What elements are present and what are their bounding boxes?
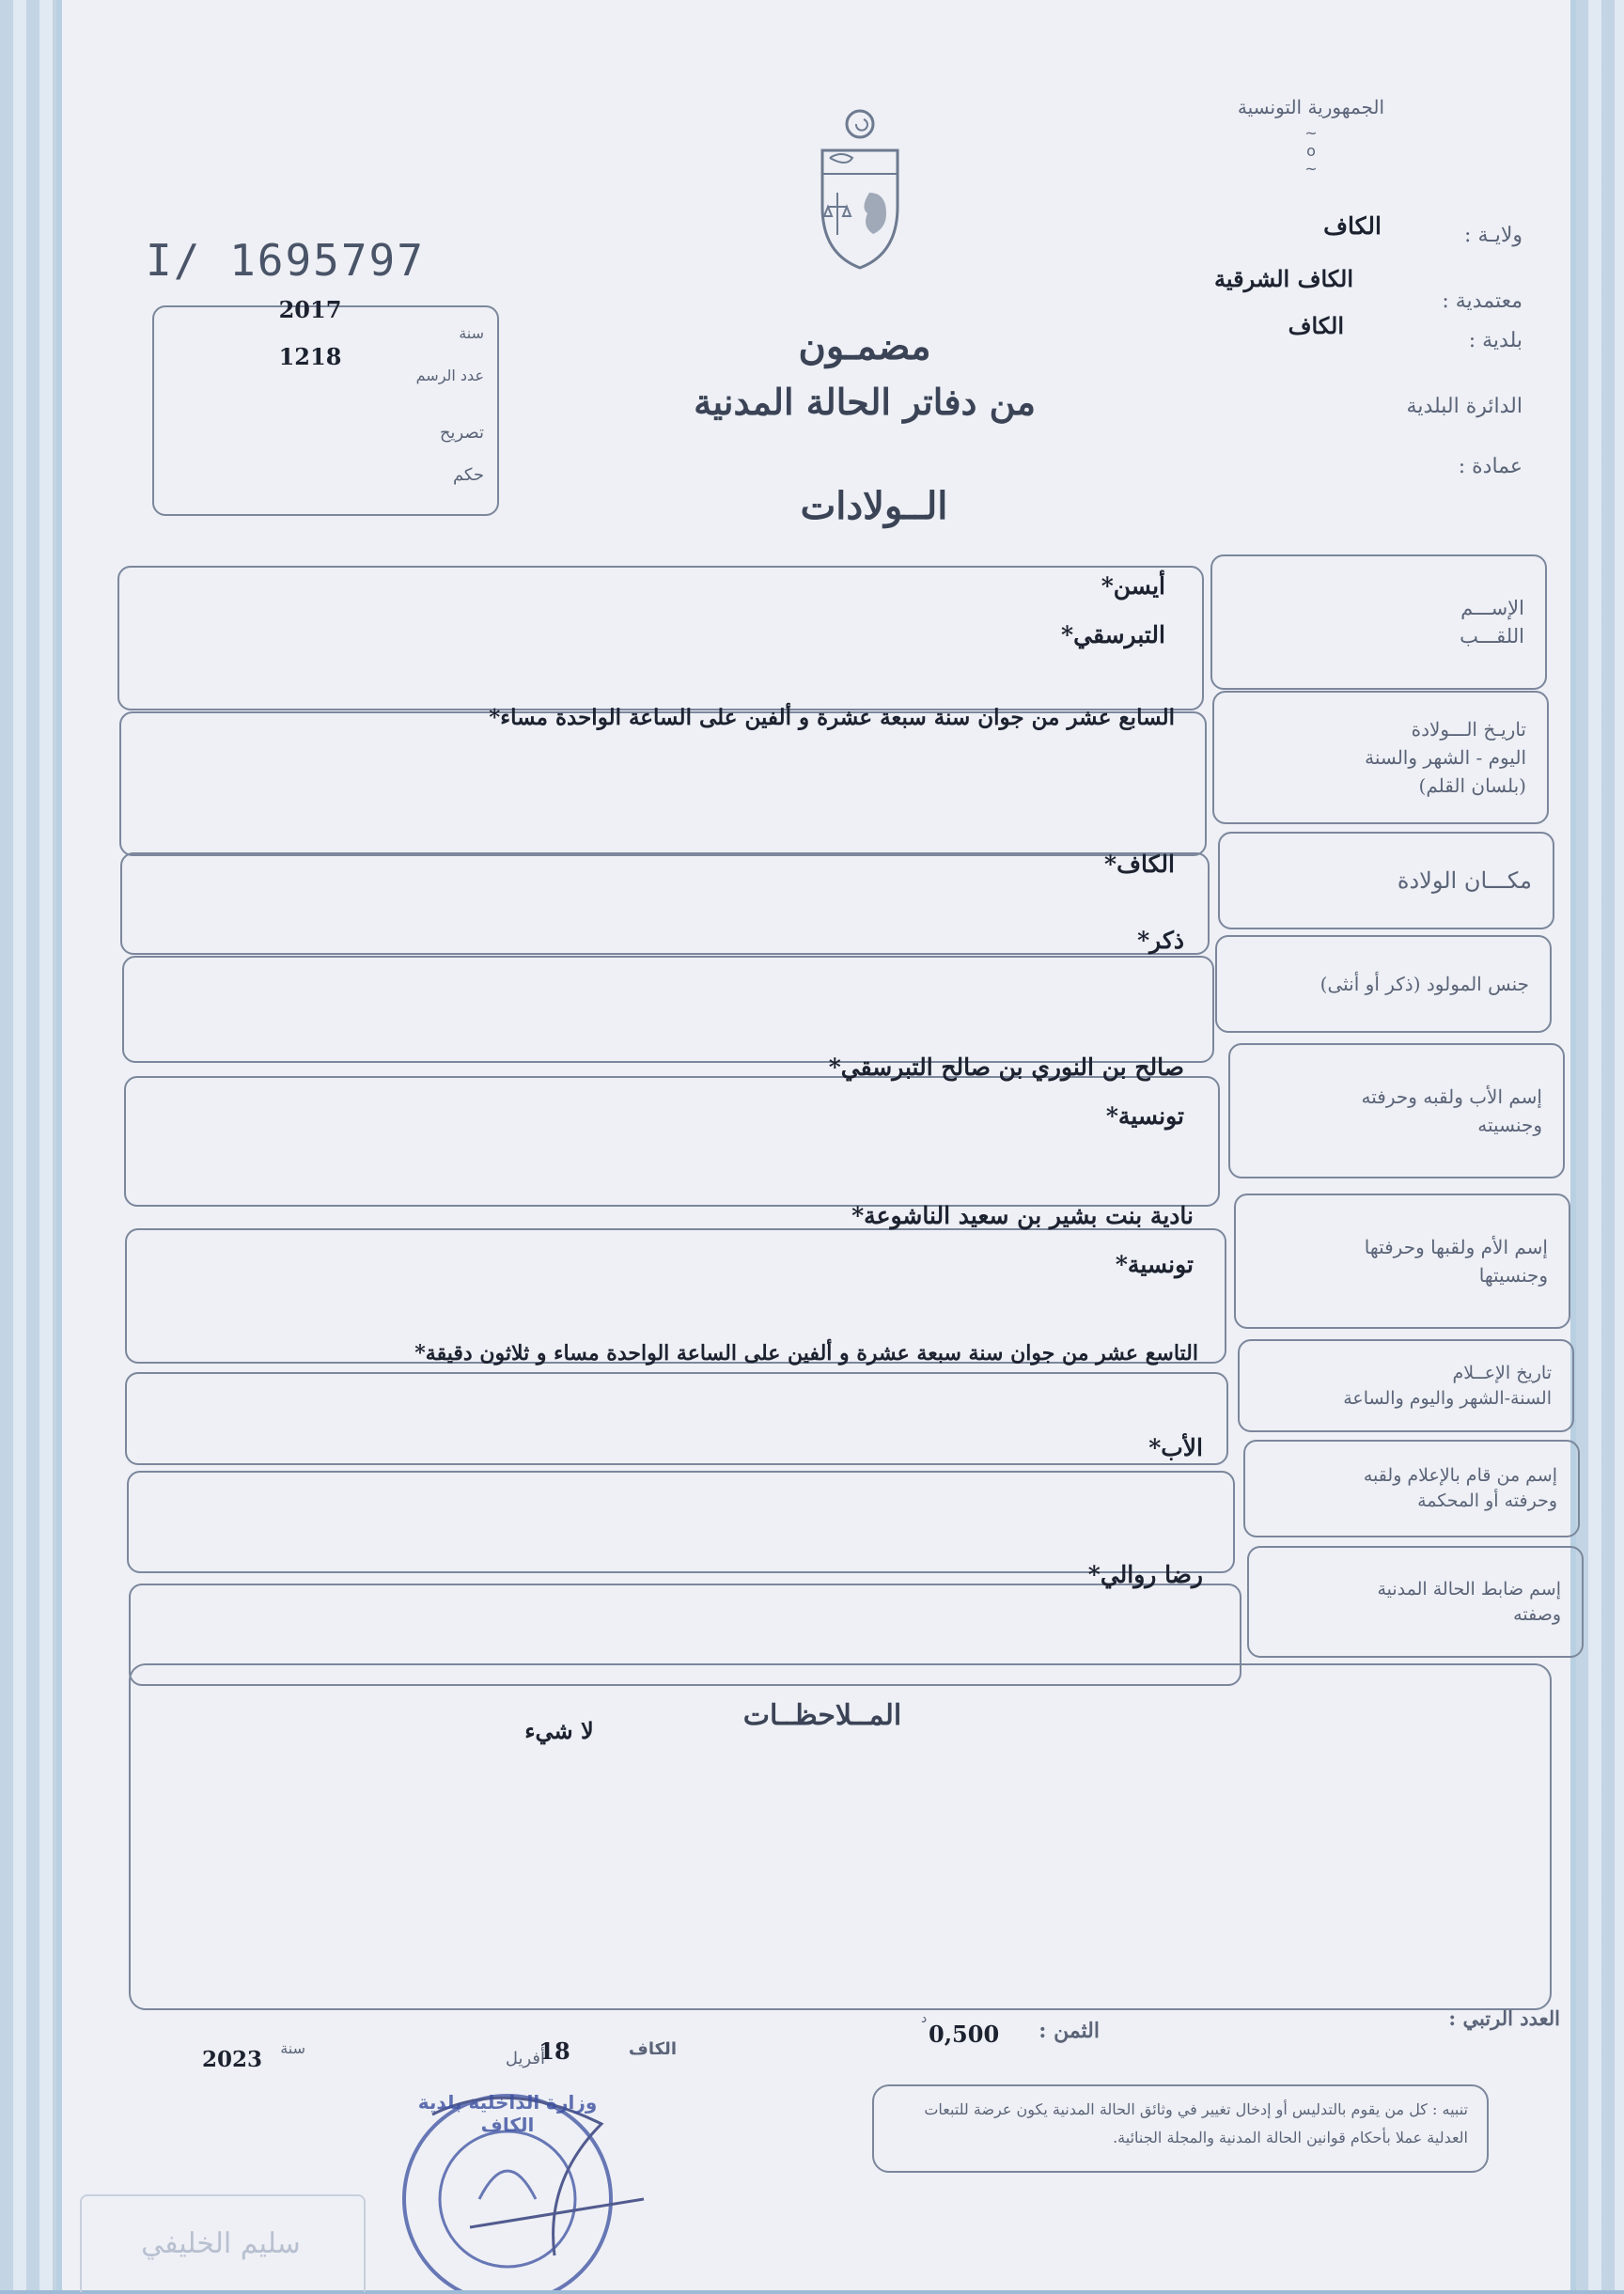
remarks-label: المــلاحظــات xyxy=(742,1699,902,1732)
omada-label: عمادة : xyxy=(1458,455,1522,478)
remarks-value: لا شيء xyxy=(524,1717,594,1744)
register-number-value: 1218 xyxy=(278,343,342,370)
delegation-value: الكاف الشرقية xyxy=(1214,265,1353,292)
field-father-nationality: تونسية* xyxy=(1105,1102,1184,1130)
municipality-value: الكاف xyxy=(1288,312,1344,339)
label-name: الإســـم اللقـــب xyxy=(1210,554,1547,690)
title-line2: من دفاتر الحالة المدنية xyxy=(694,381,1036,423)
field-declarant xyxy=(127,1471,1235,1573)
field-name-last: التبرسقي* xyxy=(1061,621,1165,648)
footer-place: الكاف xyxy=(628,2039,677,2059)
delegation-label: معتمدية : xyxy=(1442,289,1522,313)
field-officer-value: رضا روالي* xyxy=(1087,1561,1203,1588)
wilaya-value: الكاف xyxy=(1323,212,1382,240)
price-label: الثمن : xyxy=(1038,2019,1100,2043)
municipality-label: بلدية : xyxy=(1468,329,1522,352)
register-number-label: عدد الرسم xyxy=(415,367,484,384)
republic-label: الجمهورية التونسية xyxy=(1237,96,1385,118)
field-father-name: صالح بن النوري بن صالح التبرسقي* xyxy=(828,1053,1184,1081)
field-declaration-date-value: التاسع عشر من جوان سنة سبعة عشرة و ألفين على الساعة الواحدة مساء و ثلاثون دقيقة* xyxy=(414,1341,1198,1365)
label-officer: إسم ضابط الحالة المدنية وصفته xyxy=(1247,1546,1584,1658)
section-title: الــولادات xyxy=(800,484,948,528)
field-birth-date xyxy=(119,711,1207,856)
field-birth-date-value: السابع عشر من جوان سنة سبعة عشرة و ألفين على الساعة الواحدة مساء* xyxy=(489,705,1175,730)
label-mother: إسم الأم ولقبها وحرفتها وجنسيتها xyxy=(1234,1194,1570,1329)
field-mother-nationality: تونسية* xyxy=(1115,1251,1194,1278)
label-birth-place: مكـــان الولادة xyxy=(1218,832,1554,929)
field-sex xyxy=(122,956,1214,1063)
divider-dot: ~ o ~ xyxy=(1304,124,1318,178)
register-year-label: سنة xyxy=(459,324,484,342)
field-mother-name: نادية بنت بشير بن سعيد الناشوعة* xyxy=(851,1202,1194,1229)
field-name-first: أيسن* xyxy=(1101,572,1165,600)
footer-year-value: 2023 xyxy=(202,2047,263,2072)
title-line1: مضمـون xyxy=(798,324,931,368)
field-father xyxy=(124,1076,1220,1207)
register-judgment-label: حكم xyxy=(452,465,484,485)
footer-year-label: سنة xyxy=(280,2039,305,2057)
tunisia-coat-of-arms-icon xyxy=(804,103,916,273)
field-birth-place-value: الكاف* xyxy=(1104,850,1175,878)
footer-month: أفريل xyxy=(505,2049,545,2068)
register-year-value: 2017 xyxy=(278,296,342,323)
stamp-text: وزارة الداخلية بلدية الكاف xyxy=(417,2091,598,2136)
label-declarant: إسم من قام بالإعلام ولقبه وحرفته أو المحكمة xyxy=(1243,1440,1580,1537)
label-father: إسم الأب ولقبه وحرفته وجنسيته xyxy=(1228,1043,1565,1178)
footer-day: 18 xyxy=(539,2037,570,2065)
faded-signature: سليم الخليفي xyxy=(141,2227,301,2260)
wilaya-label: ولايـة : xyxy=(1464,224,1522,247)
price-unit: د xyxy=(921,2011,928,2026)
register-declaration-label: تصريح xyxy=(439,423,484,443)
field-sex-value: ذكر* xyxy=(1137,927,1184,954)
label-sex: جنس المولود (ذكر أو أنثى) xyxy=(1215,935,1552,1033)
label-declaration-date: تاريخ الإعــلام السنة-الشهر واليوم والساعة xyxy=(1238,1339,1574,1432)
label-birth-date: تاريـخ الـــولادة اليوم - الشهر والسنة (بلسان القلم) xyxy=(1212,691,1549,824)
notice-box: تنبيه : كل من يقوم بالتدليس أو إدخال تغيير في وثائق الحالة المدنية يكون عرضة للتبعات العدلية عملا بأحكام قوانين الحالة المدنية والمجلة الجنائية. xyxy=(872,2084,1489,2173)
field-declarant-value: الأب* xyxy=(1148,1434,1203,1461)
serial-label: العدد الرتبي : xyxy=(1448,2006,1560,2030)
serial-number: I/ 1695797 xyxy=(146,235,425,286)
price-value: 0,500 xyxy=(929,2021,1000,2048)
district-label: الدائرة البلدية xyxy=(1406,395,1522,418)
